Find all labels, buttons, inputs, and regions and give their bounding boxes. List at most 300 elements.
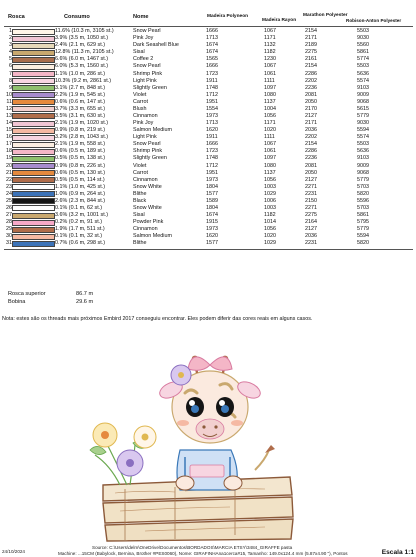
row-consumo: 0.5% (0.5 m, 114 st.) [55,176,105,183]
row-consumo: 0.1% (0.1 m, 32 st.) [55,233,103,240]
row-marathon-polyester: 2171 [305,35,317,42]
table-row [4,162,413,169]
table-row [4,78,413,85]
color-swatch [12,85,55,92]
row-consumo: 3.9% (3.5 m, 1050 st.) [55,35,109,42]
row-consumo: 6.6% (6.0 m, 1467 st.) [55,56,109,63]
color-swatch [12,63,55,70]
row-number: 4 [9,49,12,56]
row-consumo: 2.6% (2.3 m, 844 st.) [55,197,106,204]
row-number: 8 [9,77,12,84]
row-nome: Snow Pearl [133,28,161,35]
row-robison-anton: 5574 [357,134,369,141]
table-row [4,127,413,134]
row-marathon-polyester: 2164 [305,219,317,226]
color-swatch [12,35,55,42]
row-madeira-rayon: 1182 [264,49,276,56]
row-number: 27 [6,212,12,219]
color-swatch [12,212,55,219]
row-nome: Snow Pearl [133,63,161,70]
row-robison-anton: 5820 [357,240,369,247]
row-madeira-rayon: 1056 [264,176,276,183]
row-marathon-polyester: 2154 [305,141,317,148]
header-consumo: Consumo [64,14,90,20]
row-marathon-polyester: 2171 [305,120,317,127]
row-number: 24 [6,190,12,197]
row-consumo: 12.8% (11.3 m, 2105 st.) [55,49,114,56]
row-nome: Blithe [133,190,147,197]
row-madeira-rayon: 1080 [264,162,276,169]
table-row [4,155,413,162]
row-madeira-rayon: 1171 [264,120,276,127]
row-robison-anton: 5779 [357,176,369,183]
footer-date: 24/10/2024 [2,549,25,554]
row-robison-anton: 5503 [357,141,369,148]
row-number: 7 [9,70,12,77]
row-nome: Pink Joy [133,120,154,127]
row-robison-anton: 5861 [357,49,369,56]
color-swatch [12,141,55,148]
row-madeira-rayon: 1067 [264,63,276,70]
row-robison-anton: 5703 [357,183,369,190]
row-nome: Slightly Green [133,84,167,91]
row-nome: Shrimp Pink [133,148,163,155]
swatch-fill [12,29,55,35]
row-madeira-rayon: 1014 [264,219,276,226]
row-number: 16 [6,134,12,141]
swatch-fill [12,184,55,190]
row-madeira-polyneon: 1674 [206,212,218,219]
row-nome: Shrimp Pink [133,70,163,77]
row-consumo: 3.7% (3.3 m, 655 st.) [55,105,106,112]
color-swatch [12,78,55,85]
row-number: 31 [6,240,12,247]
row-nome: Violet [133,162,147,169]
row-nome: Sisal [133,212,145,219]
color-swatch [12,148,55,155]
header-madeira-rayon: Madeira Rayon [262,18,297,23]
giraffe-graphic [157,356,275,490]
color-swatch [12,92,55,99]
swatch-fill [12,121,55,127]
swatch-fill [12,78,55,84]
footer-source: Source: C:\Users\delm\OneDrive\Documentos\BORDADOS\MARCIA ETSY\3484_GIRAFFE pasta [92,545,293,550]
row-madeira-rayon: 1097 [264,84,276,91]
swatch-fill [12,106,55,112]
row-robison-anton: 5861 [357,212,369,219]
color-swatch [12,198,55,205]
row-marathon-polyester: 2127 [305,112,317,119]
row-number: 12 [6,105,12,112]
totals-bobina-row [8,299,93,307]
row-nome: Sisal [133,49,145,56]
row-marathon-polyester: 2050 [305,98,317,105]
row-madeira-polyneon: 1666 [206,63,218,70]
row-nome: Coffee 2 [133,56,154,63]
table-row [4,42,413,49]
table-row [4,226,413,233]
table-row [4,92,413,99]
row-robison-anton: 5779 [357,112,369,119]
row-nome: Powder Pink [133,219,164,226]
row-nome: Carrot [133,169,148,176]
header-divider [4,26,413,27]
row-robison-anton: 9068 [357,169,369,176]
thread-note: Nota: estes são os threads mais próximos Embird 2017 conseguiu encontrar. Eles podem diferir das cores reais em alguns casos. [2,316,313,322]
table-header [0,0,416,28]
row-number: 21 [6,169,12,176]
row-madeira-rayon: 1061 [264,70,276,77]
row-consumo: 1.1% (1.0 m, 286 st.) [55,70,106,77]
swatch-fill [12,50,55,56]
row-number: 28 [6,219,12,226]
color-swatch [12,205,55,212]
table-row [4,70,413,77]
row-robison-anton: 9009 [357,91,369,98]
color-swatch [12,127,55,134]
row-robison-anton: 5503 [357,63,369,70]
row-consumo: 3.5% (3.1 m, 630 st.) [55,112,106,119]
row-nome: Light Pink [133,134,157,141]
row-madeira-polyneon: 1973 [206,112,218,119]
row-consumo: 0.6% (0.5 m, 189 st.) [55,148,106,155]
table-row [4,85,413,92]
row-robison-anton: 5594 [357,233,369,240]
row-consumo: 10.3% (9.2 m, 2861 st.) [55,77,112,84]
row-madeira-rayon: 1029 [264,190,276,197]
header-robison-anton: Robison-Anton Polyester [346,18,402,23]
row-robison-anton: 5574 [357,77,369,84]
row-marathon-polyester: 2127 [305,226,317,233]
row-nome: Snow White [133,183,162,190]
row-madeira-rayon: 1003 [264,204,276,211]
row-robison-anton: 5636 [357,148,369,155]
row-marathon-polyester: 2170 [305,105,317,112]
row-madeira-rayon: 1056 [264,226,276,233]
row-marathon-polyester: 2202 [305,134,317,141]
totals-rosca-label: Rosca superior [8,291,46,297]
swatch-fill [12,135,55,141]
row-madeira-polyneon: 1723 [206,70,218,77]
color-swatch [12,226,55,233]
table-row [4,148,413,155]
swatch-fill [12,213,55,219]
row-number: 11 [6,98,12,105]
row-marathon-polyester: 2161 [305,56,317,63]
row-nome: Blush [133,105,147,112]
row-consumo: 0.2% (0.2 m, 91 st.) [55,219,103,226]
row-number: 20 [6,162,12,169]
row-robison-anton: 5596 [357,197,369,204]
row-madeira-polyneon: 1748 [206,155,218,162]
color-swatch [12,42,55,49]
row-number: 17 [6,141,12,148]
table-row [4,63,413,70]
row-madeira-polyneon: 1915 [206,219,218,226]
color-swatch [12,155,55,162]
table-row [4,191,413,198]
row-nome: Slightly Green [133,155,167,162]
row-nome: Black [133,197,147,204]
row-number: 18 [6,148,12,155]
row-nome: Cinnamon [133,226,158,233]
row-nome: Carrot [133,98,148,105]
row-robison-anton: 9068 [357,98,369,105]
row-number: 25 [6,197,12,204]
row-robison-anton: 9103 [357,84,369,91]
swatch-fill [12,234,55,240]
row-madeira-rayon: 1004 [264,105,276,112]
table-row [4,56,413,63]
swatch-fill [12,177,55,183]
row-madeira-rayon: 1171 [264,35,276,42]
row-consumo: 1.9% (1.7 m, 511 st.) [55,226,105,233]
row-robison-anton: 5636 [357,70,369,77]
row-number: 6 [9,63,12,70]
row-number: 10 [6,91,12,98]
color-swatch [12,28,55,35]
row-madeira-polyneon: 1911 [206,77,218,84]
giraffe-embroidery-preview [85,345,305,543]
totals-rosca-value: 86.7 m [76,291,94,297]
swatch-fill [12,57,55,63]
table-row [4,170,413,177]
row-madeira-polyneon: 1712 [206,162,218,169]
row-consumo: 11.6% (10.3 m, 3105 st.) [55,28,114,35]
color-swatch [12,177,55,184]
color-swatch [12,120,55,127]
row-consumo: 1.0% (0.9 m, 264 st.) [55,190,106,197]
row-madeira-polyneon: 1951 [206,169,218,176]
color-swatch [12,233,55,240]
row-madeira-rayon: 1056 [264,112,276,119]
row-madeira-polyneon: 1674 [206,42,218,49]
row-madeira-rayon: 1020 [264,127,276,134]
row-marathon-polyester: 2231 [305,190,317,197]
table-row [4,141,413,148]
row-robison-anton: 9009 [357,162,369,169]
swatch-fill [12,170,55,176]
row-consumo: 6.0% (5.3 m, 1560 st.) [55,63,109,70]
row-nome: Salmon Medium [133,233,172,240]
row-madeira-polyneon: 1666 [206,141,218,148]
row-madeira-polyneon: 1723 [206,148,218,155]
row-marathon-polyester: 2150 [305,197,317,204]
color-swatch [12,106,55,113]
row-madeira-polyneon: 1565 [206,56,218,63]
row-madeira-polyneon: 1666 [206,28,218,35]
row-marathon-polyester: 2081 [305,91,317,98]
row-madeira-rayon: 1067 [264,28,276,35]
row-marathon-polyester: 2286 [305,148,317,155]
row-marathon-polyester: 2081 [305,162,317,169]
row-madeira-polyneon: 1674 [206,49,218,56]
row-nome: Blithe [133,240,147,247]
swatch-fill [12,205,55,211]
table-row [4,233,413,240]
totals-bobina-label: Bobina [8,299,26,305]
table-row [4,198,413,205]
row-nome: Cinnamon [133,112,158,119]
row-madeira-rayon: 1080 [264,91,276,98]
thread-table [4,28,413,247]
row-number: 13 [6,112,12,119]
row-number: 2 [9,35,12,42]
row-madeira-rayon: 1230 [264,56,276,63]
row-consumo: 2.2% (1.9 m, 545 st.) [55,91,106,98]
row-marathon-polyester: 2236 [305,84,317,91]
row-number: 1 [9,28,12,35]
row-madeira-rayon: 1137 [264,98,276,105]
row-robison-anton: 5594 [357,127,369,134]
row-robison-anton: 5615 [357,105,369,112]
swatch-fill [12,64,55,70]
row-marathon-polyester: 2189 [305,42,317,49]
row-nome: Dark Seashell Blue [133,42,179,49]
row-madeira-rayon: 1061 [264,148,276,155]
row-number: 9 [9,84,12,91]
swatch-fill [12,241,55,247]
header-rosca: Rosca [8,14,25,20]
row-number: 22 [6,176,12,183]
row-robison-anton: 5560 [357,42,369,49]
row-madeira-rayon: 1067 [264,141,276,148]
row-consumo: 0.7% (0.6 m, 298 st.) [55,240,106,247]
row-robison-anton: 5503 [357,28,369,35]
color-swatch [12,99,55,106]
row-number: 30 [6,233,12,240]
row-madeira-polyneon: 1620 [206,127,218,134]
flower-bouquet-graphic [90,423,156,485]
table-row [4,35,413,42]
swatch-fill [12,149,55,155]
row-madeira-polyneon: 1804 [206,204,218,211]
row-robison-anton: 5779 [357,226,369,233]
totals-bobina-value: 29.6 m [76,299,94,305]
row-marathon-polyester: 2050 [305,169,317,176]
row-number: 5 [9,56,12,63]
row-madeira-polyneon: 1713 [206,35,218,42]
row-number: 3 [9,42,12,49]
color-swatch [12,219,55,226]
row-nome: Snow Pearl [133,141,161,148]
row-consumo: 3.1% (2.7 m, 848 st.) [55,84,106,91]
row-madeira-rayon: 1020 [264,233,276,240]
footer-scale: Escala 1:1 [381,549,414,556]
row-marathon-polyester: 2236 [305,155,317,162]
row-madeira-polyneon: 1973 [206,226,218,233]
table-row [4,28,413,35]
table-row [4,120,413,127]
header-nome: Nome [133,14,149,20]
swatch-fill [12,36,55,42]
row-marathon-polyester: 2202 [305,77,317,84]
row-consumo: 2.4% (2.1 m, 629 st.) [55,42,106,49]
row-nome: Snow White [133,204,162,211]
row-number: 29 [6,226,12,233]
row-madeira-rayon: 1111 [264,134,275,141]
footer-machine: Machine: ...15CM (Babylock, Bernina, Brother #PES0060), Nome: GIRAFINHAna1cerca#15, Tamanho: 149.0x124.4 mm (5.87x4.90 "), Pontos [58,551,348,556]
color-swatch [12,56,55,63]
row-madeira-polyneon: 1712 [206,91,218,98]
swatch-fill [12,92,55,98]
row-number: 26 [6,204,12,211]
row-consumo: 0.9% (0.8 m, 226 st.) [55,162,106,169]
swatch-fill [12,128,55,134]
header-madeira-polyneon: Madeira Polyneon [207,14,249,19]
table-row [4,177,413,184]
row-consumo: 0.1% (0.1 m, 62 st.) [55,204,103,211]
row-consumo: 0.5% (0.5 m, 138 st.) [55,155,106,162]
row-madeira-rayon: 1006 [264,197,276,204]
swatch-fill [12,71,55,77]
row-robison-anton: 9030 [357,35,369,42]
row-robison-anton: 5703 [357,204,369,211]
row-consumo: 3.6% (3.2 m, 1001 st.) [55,212,109,219]
swatch-fill [12,220,55,226]
row-marathon-polyester: 2154 [305,63,317,70]
table-row [4,240,413,247]
row-madeira-polyneon: 1577 [206,190,218,197]
row-madeira-rayon: 1182 [264,212,276,219]
row-marathon-polyester: 2275 [305,49,317,56]
row-consumo: 3.2% (2.8 m, 1043 st.) [55,134,109,141]
row-marathon-polyester: 2036 [305,127,317,134]
row-madeira-rayon: 1132 [264,42,276,49]
row-consumo: 2.1% (1.9 m, 1020 st.) [55,120,109,127]
row-robison-anton: 5820 [357,190,369,197]
row-number: 14 [6,120,12,127]
row-consumo: 0.9% (0.8 m, 219 st.) [55,127,106,134]
row-madeira-polyneon: 1713 [206,120,218,127]
totals-rosca-row [8,291,93,299]
row-madeira-rayon: 1029 [264,240,276,247]
row-number: 15 [6,127,12,134]
thread-totals [8,291,93,307]
row-nome: Pink Joy [133,35,154,42]
row-madeira-rayon: 1003 [264,183,276,190]
header-marathon-polyester: Marathon Polyester [303,13,348,18]
row-marathon-polyester: 2036 [305,233,317,240]
row-consumo: 0.6% (0.5 m, 130 st.) [55,169,106,176]
swatch-fill [12,156,55,162]
table-row [4,106,413,113]
row-consumo: 1.1% (1.0 m, 425 st.) [55,183,106,190]
table-row [4,219,413,226]
row-robison-anton: 9030 [357,120,369,127]
swatch-fill [12,85,55,91]
color-swatch [12,162,55,169]
color-swatch [12,113,55,120]
row-madeira-polyneon: 1911 [206,134,218,141]
row-robison-anton: 5795 [357,219,369,226]
row-madeira-rayon: 1111 [264,77,275,84]
swatch-fill [12,198,55,204]
row-number: 19 [6,155,12,162]
row-consumo: 0.6% (0.6 m, 147 st.) [55,98,106,105]
row-robison-anton: 9103 [357,155,369,162]
row-marathon-polyester: 2271 [305,183,317,190]
row-madeira-polyneon: 1589 [206,197,218,204]
color-swatch [12,191,55,198]
row-nome: Cinnamon [133,176,158,183]
row-madeira-polyneon: 1951 [206,98,218,105]
row-madeira-rayon: 1137 [264,169,276,176]
table-row [4,212,413,219]
row-madeira-rayon: 1097 [264,155,276,162]
swatch-fill [12,43,55,49]
row-madeira-polyneon: 1554 [206,105,218,112]
